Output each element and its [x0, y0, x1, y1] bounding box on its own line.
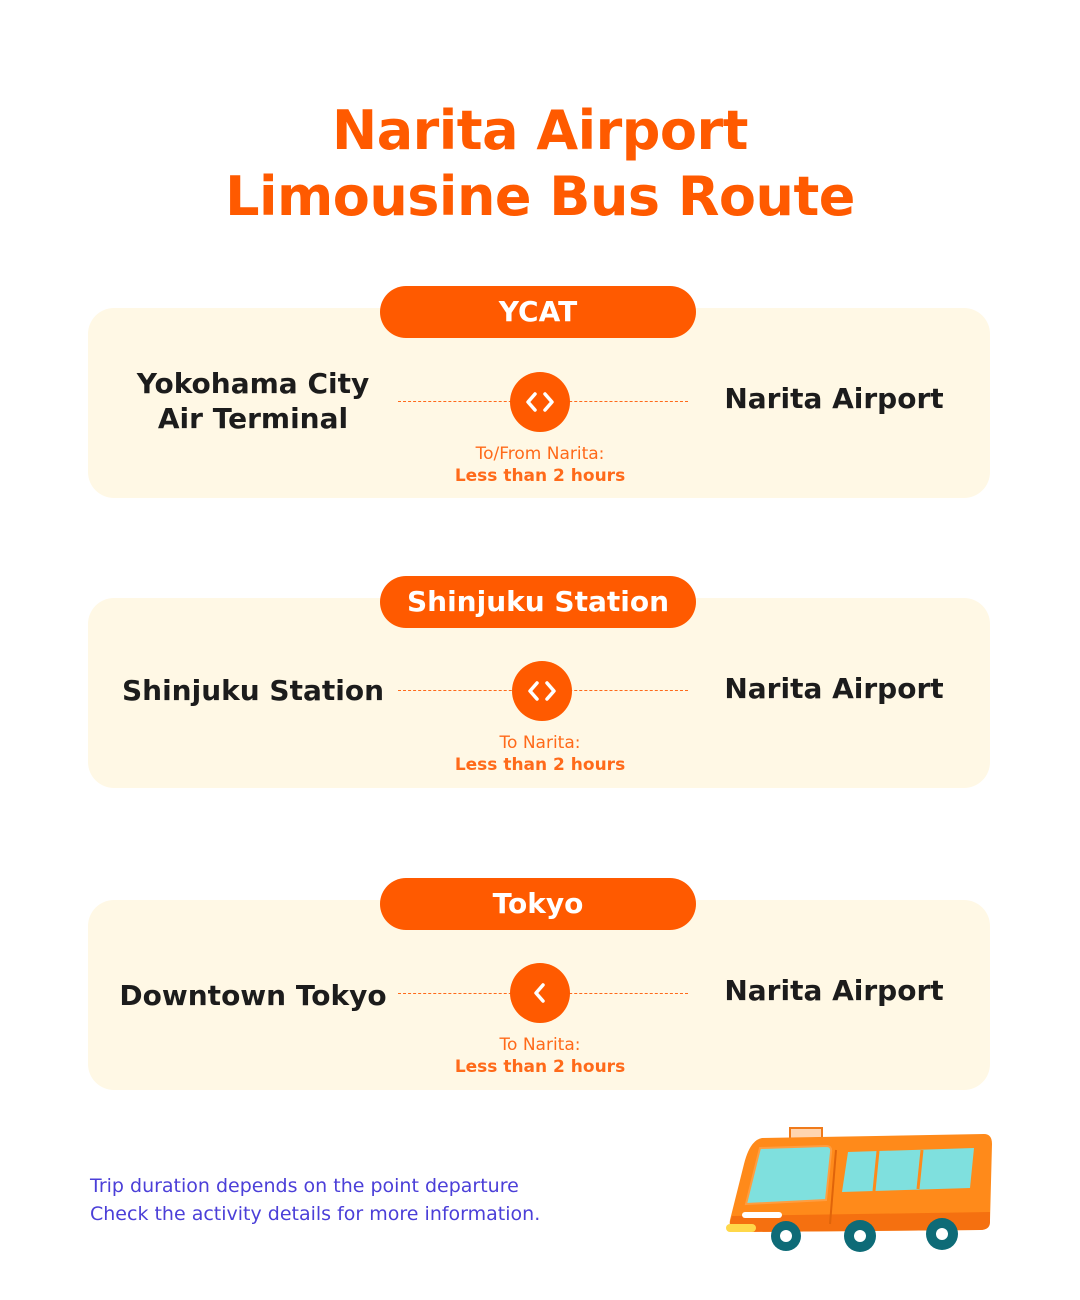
route-label-badge: Shinjuku Station [380, 576, 696, 628]
route-duration-value: Less than 2 hours [454, 755, 626, 775]
route-destination: Narita Airport [724, 382, 944, 415]
page-title-line-2: Limousine Bus Route [225, 165, 855, 228]
route-origin-line-2: Air Terminal [157, 402, 349, 435]
route-origin: Downtown Tokyo [119, 979, 387, 1012]
footer-note-line-2: Check the activity details for more information. [90, 1203, 541, 1225]
page-title-line-1: Narita Airport [332, 99, 748, 162]
route-label-badge: YCAT [380, 286, 696, 338]
route-origin [118, 366, 388, 436]
route-duration-label: To Narita: [499, 733, 581, 753]
route-origin-line-1: Yokohama City [136, 367, 370, 400]
footer-note-line-1: Trip duration depends on the point departure [90, 1175, 519, 1197]
route-origin: Shinjuku Station [121, 674, 385, 707]
bidirectional-arrows-icon [512, 661, 572, 721]
route-label-badge: Tokyo [380, 878, 696, 930]
bidirectional-arrows-icon [510, 372, 570, 432]
route-duration-label: To Narita: [499, 1035, 581, 1055]
route-destination: Narita Airport [724, 974, 944, 1007]
route-duration-value: Less than 2 hours [454, 466, 626, 486]
route-destination: Narita Airport [724, 672, 944, 705]
bus-illustration [722, 1124, 998, 1268]
chevron-left-icon [510, 963, 570, 1023]
route-duration-label: To/From Narita: [475, 444, 605, 464]
route-duration-value: Less than 2 hours [454, 1057, 626, 1077]
